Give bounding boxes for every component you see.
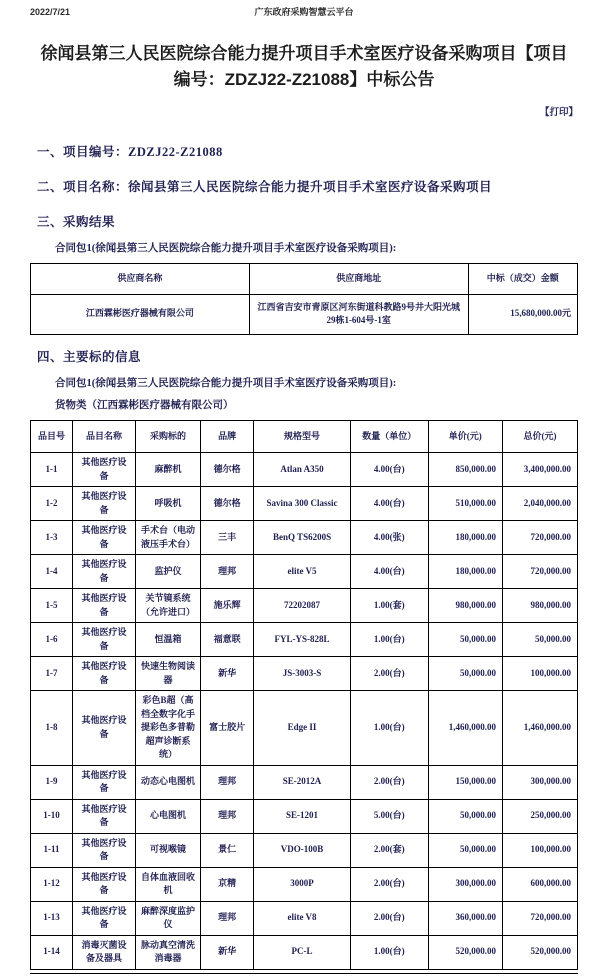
- table-cell: 1.00(台): [350, 691, 428, 766]
- column-header: 数量（单位）: [350, 420, 428, 453]
- table-cell: 600,000.00: [503, 867, 578, 901]
- table-row: [31, 901, 578, 935]
- table-cell: 理邦: [201, 765, 254, 799]
- table-cell: 理邦: [201, 555, 254, 589]
- table-cell: 15,680,000.00元: [468, 294, 577, 334]
- table-cell: 3,400,000.00: [503, 453, 578, 487]
- main-bid-info-category-line: 货物类（江西霖彬医疗器械有限公司）: [55, 399, 234, 411]
- table-cell: 监护仪: [136, 555, 201, 589]
- table-cell: 180,000.00: [428, 521, 502, 555]
- supplier-table: [30, 263, 578, 335]
- table-cell: SE-1201: [254, 799, 351, 833]
- project-number-label: 一、项目编号：: [37, 145, 129, 159]
- table-cell: 其他医疗设备: [73, 765, 136, 799]
- table-cell: 4.00(台): [350, 555, 428, 589]
- table-cell: 2.00(台): [350, 657, 428, 691]
- table-cell: 510,000.00: [428, 487, 502, 521]
- table-row: [31, 867, 578, 901]
- table-cell: 100,000.00: [503, 657, 578, 691]
- table-cell: 100,000.00: [503, 833, 578, 867]
- table-cell: Edge II: [254, 691, 351, 766]
- column-header: 品牌: [201, 420, 254, 453]
- table-cell: 720,000.00: [503, 521, 578, 555]
- table-cell: 4.00(张): [350, 521, 428, 555]
- table-cell: 1-10: [31, 799, 73, 833]
- table-cell: 三丰: [201, 521, 254, 555]
- table-cell: Savina 300 Classic: [254, 487, 351, 521]
- table-row: [31, 833, 578, 867]
- table-cell: 1,460,000.00: [428, 691, 502, 766]
- column-header: 单价(元): [428, 420, 502, 453]
- table-cell: JS-3003-S: [254, 657, 351, 691]
- table-cell: 德尔格: [201, 453, 254, 487]
- table-cell: 1-7: [31, 657, 73, 691]
- table-cell: 300,000.00: [428, 867, 502, 901]
- table-row: [31, 555, 578, 589]
- table-cell: 2.00(台): [350, 765, 428, 799]
- table-cell: 1-4: [31, 555, 73, 589]
- column-header: 中标（成交）金额: [468, 264, 577, 295]
- table-cell: 快速生物阅读器: [136, 657, 201, 691]
- table-cell: 其他医疗设备: [73, 691, 136, 766]
- table-cell: 1-14: [31, 935, 73, 969]
- table-cell: FYL-YS-828L: [254, 623, 351, 657]
- table-row: [31, 453, 578, 487]
- table-cell: 1-9: [31, 765, 73, 799]
- table-cell: 720,000.00: [503, 555, 578, 589]
- column-header: 品目名称: [73, 420, 136, 453]
- main-bid-info-package-line: 合同包1(徐闻县第三人民医院综合能力提升项目手术室医疗设备采购项目):: [55, 377, 397, 389]
- table-row: [31, 487, 578, 521]
- table-row: [31, 294, 578, 334]
- column-header: 总价(元): [503, 420, 578, 453]
- table-cell: 1-2: [31, 487, 73, 521]
- project-name-value: 徐闻县第三人民医院综合能力提升项目手术室医疗设备采购项目: [128, 180, 493, 194]
- table-cell: 2,040,000.00: [503, 487, 578, 521]
- table-cell: 其他医疗设备: [73, 901, 136, 935]
- table-cell: 980,000.00: [428, 589, 502, 623]
- print-row: [30, 104, 578, 118]
- section-procurement-result-heading: 三、采购结果: [37, 215, 116, 229]
- table-cell: 可视喉镜: [136, 833, 201, 867]
- table-cell: 福意联: [201, 623, 254, 657]
- table-cell: 50,000.00: [503, 623, 578, 657]
- table-cell: 2.00(台): [350, 901, 428, 935]
- items-table-header-row: [31, 420, 578, 453]
- table-cell: 其他医疗设备: [73, 623, 136, 657]
- table-row: [31, 765, 578, 799]
- table-cell: 1.00(台): [350, 935, 428, 969]
- table-cell: 50,000.00: [428, 623, 502, 657]
- table-cell: 850,000.00: [428, 453, 502, 487]
- table-row: [31, 935, 578, 969]
- table-cell: elite V5: [254, 555, 351, 589]
- table-cell: 理邦: [201, 901, 254, 935]
- table-cell: 2.00(台): [350, 867, 428, 901]
- table-cell: 德尔格: [201, 487, 254, 521]
- table-cell: 300,000.00: [503, 765, 578, 799]
- table-cell: 其他医疗设备: [73, 867, 136, 901]
- table-cell: 1-5: [31, 589, 73, 623]
- table-cell: 麻醉机: [136, 453, 201, 487]
- print-date: 2022/7/21: [30, 6, 71, 17]
- table-cell: 动态心电图机: [136, 765, 201, 799]
- table-cell: 1-3: [31, 521, 73, 555]
- table-cutoff-border: [30, 973, 578, 974]
- table-cell: 其他医疗设备: [73, 799, 136, 833]
- table-cell: 京精: [201, 867, 254, 901]
- procurement-result-package-line: 合同包1(徐闻县第三人民医院综合能力提升项目手术室医疗设备采购项目):: [55, 243, 397, 254]
- column-header: 品目号: [31, 420, 73, 453]
- table-cell: VDO-100B: [254, 833, 351, 867]
- table-cell: 其他医疗设备: [73, 453, 136, 487]
- table-cell: 520,000.00: [428, 935, 502, 969]
- table-cell: 5.00(台): [350, 799, 428, 833]
- table-cell: 250,000.00: [503, 799, 578, 833]
- table-cell: 景仁: [201, 833, 254, 867]
- table-cell: 72202087: [254, 589, 351, 623]
- table-cell: 其他医疗设备: [73, 487, 136, 521]
- table-row: [31, 657, 578, 691]
- table-cell: Atlan A350: [254, 453, 351, 487]
- table-cell: 1.00(套): [350, 589, 428, 623]
- table-cell: 理邦: [201, 799, 254, 833]
- table-cell: SE-2012A: [254, 765, 351, 799]
- table-cell: 1-1: [31, 453, 73, 487]
- table-cell: 1,460,000.00: [503, 691, 578, 766]
- table-cell: 520,000.00: [503, 935, 578, 969]
- table-cell: 自体血液回收机: [136, 867, 201, 901]
- table-cell: 恒温箱: [136, 623, 201, 657]
- table-cell: 江西霖彬医疗器械有限公司: [31, 294, 250, 334]
- table-cell: 1-8: [31, 691, 73, 766]
- table-cell: 1.00(台): [350, 623, 428, 657]
- table-cell: 180,000.00: [428, 555, 502, 589]
- table-cell: 新华: [201, 935, 254, 969]
- table-cell: 其他医疗设备: [73, 657, 136, 691]
- table-cell: 其他医疗设备: [73, 521, 136, 555]
- table-cell: 消毒灭菌设备及器具: [73, 935, 136, 969]
- column-header: 供应商名称: [31, 264, 250, 295]
- column-header: 规格型号: [254, 420, 351, 453]
- items-table: [30, 420, 578, 970]
- table-cell: 980,000.00: [503, 589, 578, 623]
- column-header: 供应商地址: [249, 264, 468, 295]
- table-cell: 50,000.00: [428, 833, 502, 867]
- table-cell: 50,000.00: [428, 657, 502, 691]
- table-cell: 江西省吉安市青原区河东街道科教路9号井大阳光城29栋1-604号-1室: [249, 294, 468, 334]
- table-cell: 施乐辉: [201, 589, 254, 623]
- section-project-name: [37, 177, 578, 195]
- table-cell: 360,000.00: [428, 901, 502, 935]
- site-name: 广东政府采购智慧云平台: [254, 7, 354, 17]
- table-cell: 1-13: [31, 901, 73, 935]
- table-row: [31, 589, 578, 623]
- table-cell: PC-L: [254, 935, 351, 969]
- table-cell: 1-12: [31, 867, 73, 901]
- table-cell: 其他医疗设备: [73, 833, 136, 867]
- table-cell: 720,000.00: [503, 901, 578, 935]
- table-cell: 彩色B超（高档全数字化手提彩色多普勒超声诊断系统）: [136, 691, 201, 766]
- table-row: [31, 521, 578, 555]
- project-number-value: ZDZJ22-Z21088: [128, 145, 223, 159]
- table-cell: 1-11: [31, 833, 73, 867]
- section-main-bid-info-heading: 四、主要标的信息: [37, 349, 142, 364]
- table-cell: 150,000.00: [428, 765, 502, 799]
- table-row: [31, 691, 578, 766]
- column-header: 采购标的: [136, 420, 201, 453]
- section-project-number: [37, 142, 578, 160]
- table-cell: 2.00(套): [350, 833, 428, 867]
- supplier-table-header-row: [31, 264, 578, 295]
- table-cell: 脉动真空清洗消毒器: [136, 935, 201, 969]
- table-cell: 关节镜系统（允许进口）: [136, 589, 201, 623]
- project-name-label: 二、项目名称：: [37, 180, 129, 194]
- table-cell: elite V8: [254, 901, 351, 935]
- table-row: [31, 623, 578, 657]
- table-cell: 1-6: [31, 623, 73, 657]
- table-cell: 其他医疗设备: [73, 589, 136, 623]
- table-cell: 其他医疗设备: [73, 555, 136, 589]
- table-cell: 新华: [201, 657, 254, 691]
- table-row: [31, 799, 578, 833]
- page-title: 徐闻县第三人民医院综合能力提升项目手术室医疗设备采购项目【项目编号：ZDZJ22-Z21088】中标公告: [40, 44, 568, 89]
- table-cell: 呼吸机: [136, 487, 201, 521]
- print-header: [30, 5, 578, 18]
- table-cell: 富士胶片: [201, 691, 254, 766]
- table-cell: 手术台（电动液压手术台）: [136, 521, 201, 555]
- print-button[interactable]: 【打印】: [539, 107, 578, 118]
- table-cell: 4.00(台): [350, 487, 428, 521]
- table-cell: 心电图机: [136, 799, 201, 833]
- table-cell: 麻醉深度监护仪: [136, 901, 201, 935]
- table-cell: 3000P: [254, 867, 351, 901]
- table-cell: 50,000.00: [428, 799, 502, 833]
- table-cell: 4.00(台): [350, 453, 428, 487]
- table-cell: BenQ TS6200S: [254, 521, 351, 555]
